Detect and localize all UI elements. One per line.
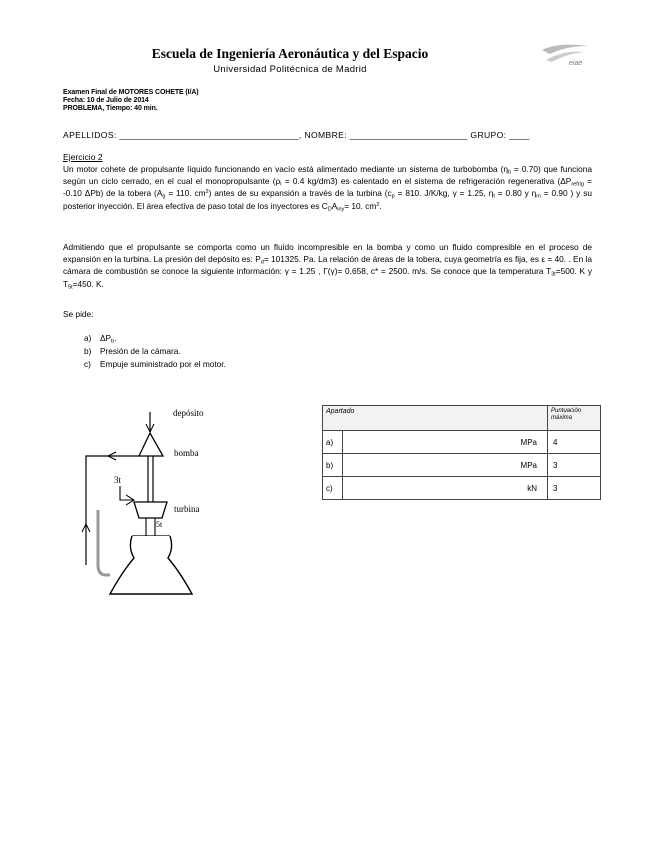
table-row (323, 477, 601, 500)
turbopump-diagram (66, 398, 266, 598)
exam-time: PROBLEMA, Tiempo: 40 min. (63, 105, 158, 112)
turbine-inlet-line (120, 486, 134, 500)
label-turbina: turbina (174, 504, 200, 514)
table-row (323, 454, 601, 477)
label-3t: 3t (114, 475, 122, 485)
answer-cell[interactable]: MPa (343, 454, 548, 477)
col-apartado: Apartado (323, 406, 548, 431)
cooling-line (98, 510, 110, 575)
question-item: a) $\Delta P_b$. (84, 333, 117, 345)
school-title: Escuela de Ingeniería Aeronáutica y del Espacio (151, 46, 429, 61)
question-item: c) Empuje suministrado por el motor. (84, 359, 226, 369)
exercise-paragraph-2: Admitiendo que el propulsante se comporta como un fluido incompresible en la bomba y como un fluido compresible en el proceso de expansión en la turbina. La presión del depósito es: $P_d= 101325$. Pa. La relación de áreas de la tobera, cuya geometría es fija, es ε = 40. . En la cámara de combustión se conoce la siguiente información: γ = 1.25 , Γ(γ)= 0.658, c* = 2500. m/s. Se conoce que la temperatura $T_{3t}=500$. K y $T_{5t}=450$. K. (63, 242, 593, 291)
exam-title: Examen Final de MOTORES COHETE (I/A) (63, 89, 199, 96)
thrust-chamber-icon (110, 536, 192, 594)
student-fields-line[interactable]: APELLIDOS: ___________________________________, NOMBRE: _______________________ GRUPO: ____ (63, 130, 530, 140)
label-5t: 5t (156, 520, 163, 529)
logo-swoosh-icon (542, 45, 588, 54)
question-item: b) Presión de la cámara. (84, 346, 181, 356)
points-cell: 3 (548, 477, 601, 500)
table-header-row (323, 406, 601, 431)
eiae-logo (536, 40, 594, 70)
label-bomba: bomba (174, 448, 199, 458)
row-letter: a) (323, 431, 343, 454)
points-cell: 4 (548, 431, 601, 454)
row-letter: b) (323, 454, 343, 477)
pump-icon (139, 433, 163, 456)
points-cell: 3 (548, 454, 601, 477)
university-name: Universidad Politécnica de Madrid (213, 64, 367, 75)
exam-date: Fecha: 10 de Julio de 2014 (63, 97, 149, 104)
turbine-icon (134, 502, 167, 518)
answer-cell[interactable]: MPa (343, 431, 548, 454)
exercise-title: Ejercicio 2 (63, 152, 103, 162)
exercise-paragraph-1: Un motor cohete de propulsante líquido funcionando en vacío está alimentado mediante un sistema de turbobomba $(\eta_b = 0.70)$ que funciona según un ciclo cerrado, en el cual el monopropulsante ($\rho_l = 0.4$ kg/dm3) es calentado en el sistema de refrigeración regenerativa ($\Delta P_{refrig} = -0.10$ ΔPb) de la tobera ($A_g = 110$. $cm^2$) antes de su expansión a través de la turbina ($c_p = 810$. J/K/kg, γ = 1.25, $\eta_t = 0.80$ y $\eta_m = 0.90$ ) y su posterior inyección. El área efectiva de paso total de los inyectores es $C_DA_{iny}= 10$. $cm^2$. (63, 164, 592, 213)
col-puntuacion: Puntuación máxima (548, 406, 601, 431)
row-letter: c) (323, 477, 343, 500)
se-pide-label: Se pide: (63, 309, 94, 319)
label-deposito: depósito (173, 408, 204, 418)
logo-text: eiae (569, 60, 583, 67)
score-table (322, 405, 601, 500)
answer-cell[interactable]: kN (343, 477, 548, 500)
table-row (323, 431, 601, 454)
